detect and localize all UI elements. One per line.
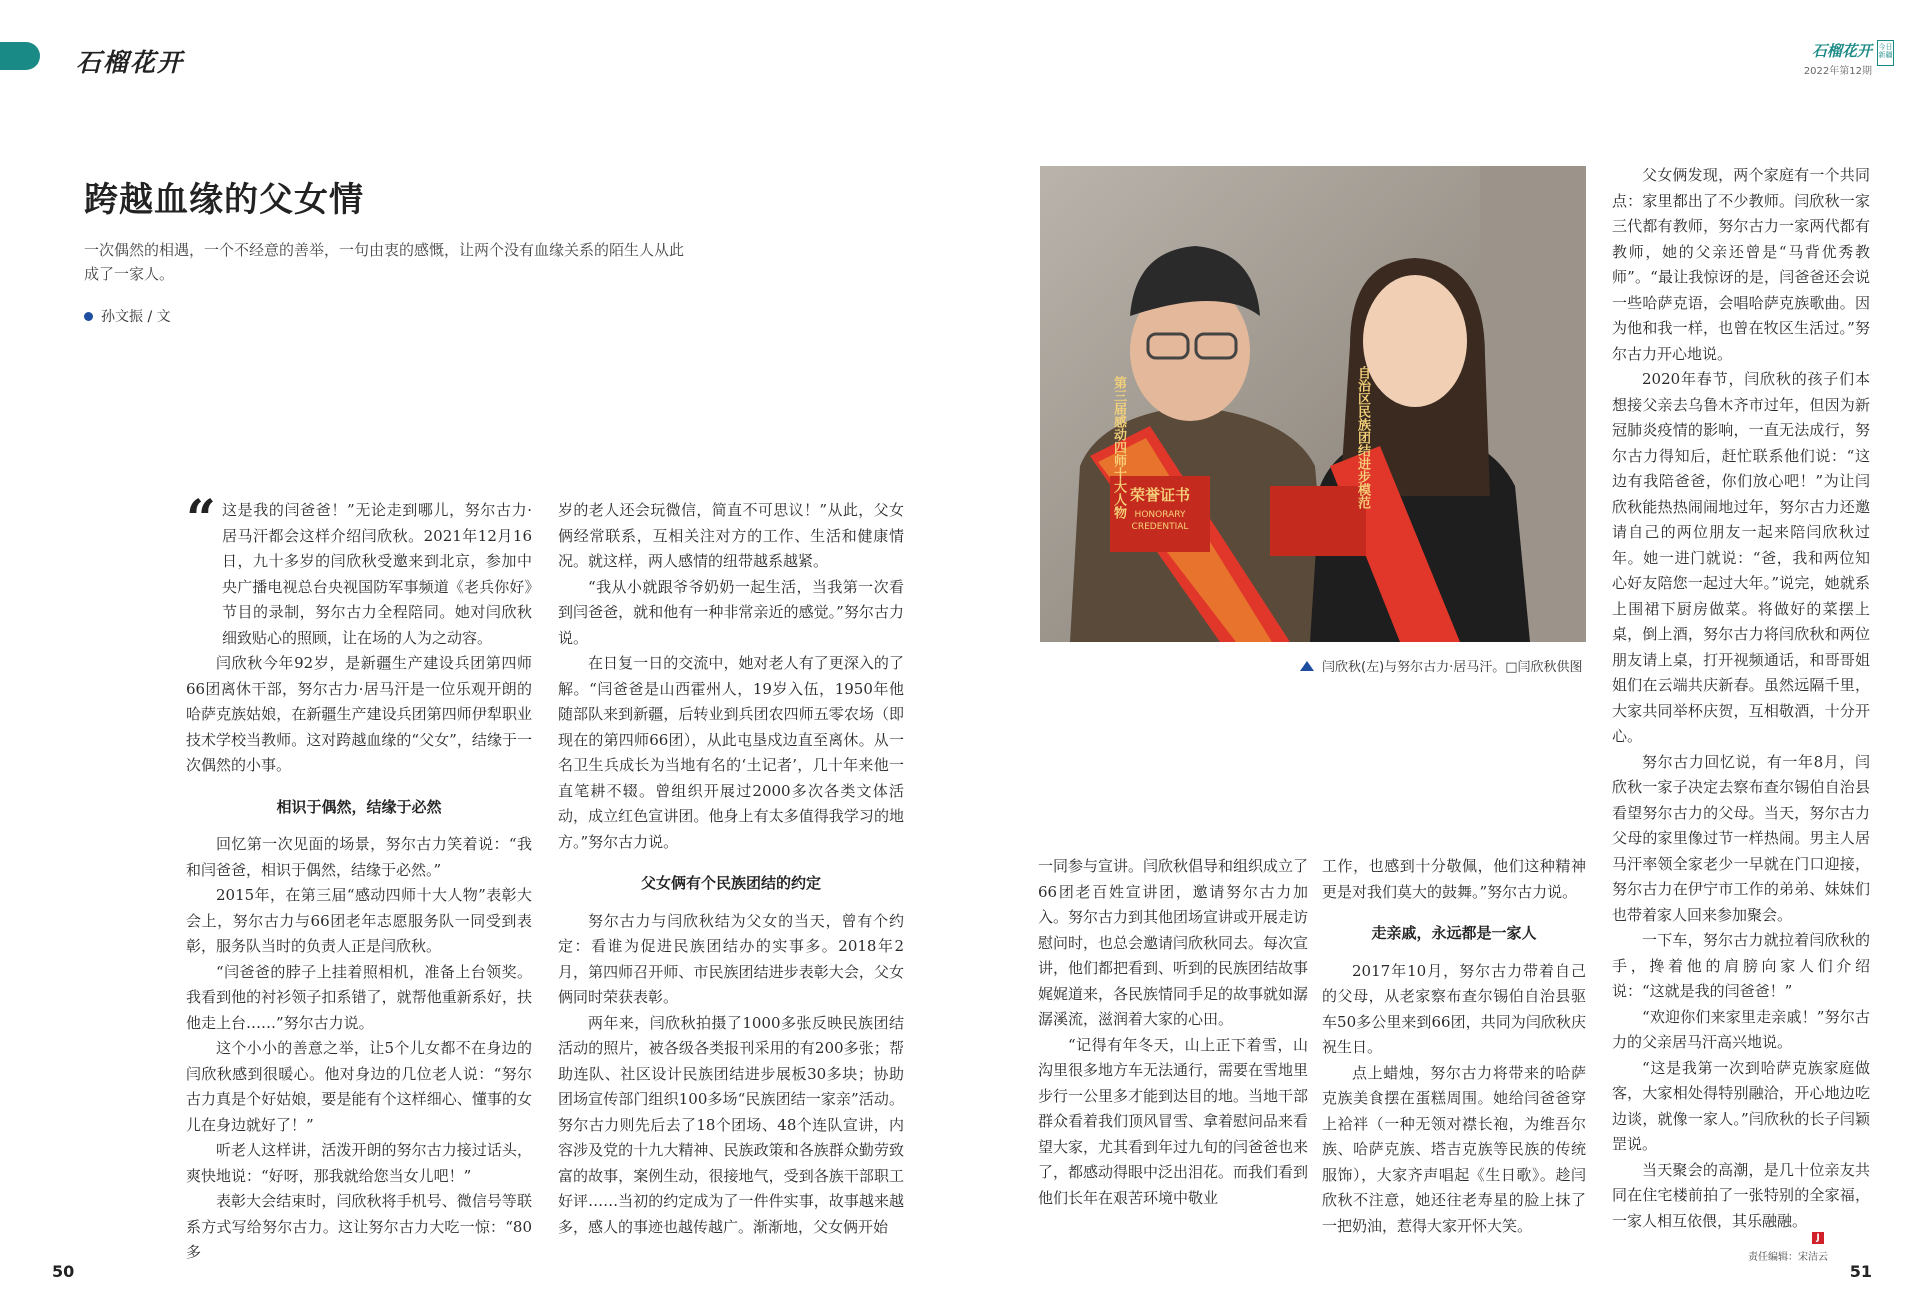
paragraph: 2020年春节，闫欣秋的孩子们本想接父亲去乌鲁木齐市过年，但因为新冠肺炎疫情的影响，一直无法成行，努尔古力得知后，赶忙联系他们说：“这边有我陪爸爸，你们放心吧！”为让闫欣秋能热热闹闹地过年，努尔古力还邀请自己的两位朋友一起来陪闫欣秋过年。她一进门就说：“爸，我和两位知心好友陪您一起过大年。”说完，她就系上围裙下厨房做菜。将做好的菜摆上桌，倒上酒，努尔古力将闫欣秋和两位朋友请上桌，打开视频通话，和哥哥姐姐们在云端共庆新春。虽然远隔千里，大家共同举杯庆贺，互相敬酒，十分开心。: [1612, 370, 1870, 745]
sash-right-text: 自治区民族团结进步模范: [1355, 366, 1370, 509]
paragraph: 这是我的闫爸爸！”无论走到哪儿，努尔古力·居马汗都会这样介绍闫欣秋。2021年12月16日，九十多岁的闫欣秋受邀来到北京，参加中央广播电视总台央视国防军事频道《老兵你好》节目的录制，努尔古力全程陪同。她对闫欣秋细致贴心的照顾，让在场的人为之动容。: [222, 501, 532, 647]
subheading: 父女俩有个民族团结的约定: [640, 874, 821, 892]
subheading: 走亲戚，永远都是一家人: [1371, 924, 1537, 942]
paragraph: 2017年10月，努尔古力带着自己的父母，从老家察布查尔锡伯自治县驱车50多公里来到66团，共同为闫欣秋庆祝生日。: [1322, 961, 1586, 1056]
paragraph: 回忆第一次见面的场景，努尔古力笑着说：“我和闫爸爸，相识于偶然，结缘于必然。”: [186, 835, 532, 879]
paragraph: 一下车，努尔古力就拉着闫欣秋的手，搀着他的肩膀向家人们介绍说：“这就是我的闫爸爸！”: [1612, 931, 1870, 1000]
paragraph: “我从小就跟爷爷奶奶一起生活，当我第一次看到闫爸爸，就和他有一种非常亲近的感觉。”努尔古力说。: [558, 577, 904, 647]
article-title: 跨越血缘的父女情: [84, 180, 364, 220]
subheading: 相识于偶然，结缘于必然: [276, 797, 442, 816]
caption-triangle-icon: [1300, 661, 1314, 671]
article-standfirst: 一次偶然的相遇，一个不经意的善举，一句由衷的感慨，让两个没有血缘关系的陌生人从此成了一家人。: [84, 241, 685, 283]
byline: [84, 306, 171, 326]
sash-left-text: 第三届感动四师十大人物: [1111, 376, 1126, 519]
paragraph: 一同参与宣讲。闫欣秋倡导和组织成立了66团老百姓宣讲团，邀请努尔古力加入。努尔古力到其他团场宣讲或开展走访慰问时，也总会邀请闫欣秋同去。每次宣讲，他们都把看到、听到的民族团结故事娓娓道来，各民族情同手足的故事就如潺潺溪流，滋润着大家的心田。: [1038, 857, 1309, 1028]
text-column-4: [1322, 854, 1586, 1239]
paragraph: “闫爸爸的脖子上挂着照相机，准备上台领奖。我看到他的衬衫领子扣系错了，就帮他重新系好，扶他走上台……”努尔古力说。: [186, 962, 532, 1032]
paragraph: 听老人这样讲，活泼开朗的努尔古力接过话头，爽快地说：“好呀，那我就给您当女儿吧！”: [186, 1141, 532, 1185]
brand-badge: 今日新疆: [1877, 40, 1894, 66]
text-column-2: [558, 498, 904, 1240]
caption-text: 闫欣秋(左)与努尔古力·居马汗。□闫欣秋供图: [1322, 660, 1583, 675]
paragraph: 点上蜡烛，努尔古力将带来的哈萨克族美食摆在蛋糕周围。她给闫爸爸穿上袷袢（一种无领对襟长袍，为维吾尔族、哈萨克族、塔吉克族等民族的传统服饰），大家齐声唱起《生日歌》。趁闫欣秋不注意，她还往老寿星的脸上抹了一把奶油，惹得大家开怀大笑。: [1322, 1063, 1586, 1235]
paragraph: 2015年，在第三届“感动四师十大人物”表彰大会上，努尔古力与66团老年志愿服务队一同受到表彰，服务队当时的负责人正是闫欣秋。: [186, 886, 532, 955]
issue-number: 2022年第12期: [1803, 66, 1872, 77]
open-quote-icon: “: [186, 489, 216, 550]
paragraph: “这是我第一次到哈萨克族家庭做客，大家相处得特别融洽，开心地边吃边谈，就像一家人。”闫欣秋的长子闫颖罡说。: [1612, 1058, 1870, 1153]
magazine-brand: [1804, 40, 1872, 77]
certificate-english-2: CREDENTIAL: [1131, 522, 1189, 532]
page-number-left: 50: [52, 1262, 75, 1281]
paragraph: 岁的老人还会玩微信，简直不可思议！”从此，父女俩经常联系，互相关注对方的工作、生活和健康情况。就这样，两人感情的纽带越系越紧。: [558, 501, 904, 570]
paragraph: 努尔古力与闫欣秋结为父女的当天，曾有个约定：看谁为促进民族团结办的实事多。2018年2月，第四师召开师、市民族团结进步表彰大会，父女俩同时荣获表彰。: [558, 911, 904, 1006]
paragraph: “欢迎你们来家里走亲戚！”努尔古力的父亲居马汗高兴地说。: [1612, 1007, 1870, 1051]
byline-text: 孙文振 / 文: [101, 309, 171, 325]
brand-name: 石榴花开: [1811, 42, 1872, 60]
paragraph: “记得有年冬天，山上正下着雪，山沟里很多地方车无法通行，需要在雪地里步行一公里多才能到达目的地。当地干部群众看着我们顶风冒雪、拿着慰问品来看望大家，尤其看到年过九旬的闫爸爸也来了，都感动得眼中泛出泪花。而我们看到他们长年在艰苦环境中敬业: [1038, 1035, 1309, 1207]
paragraph: 父女俩发现，两个家庭有一个共同点：家里都出了不少教师。闫欣秋一家三代都有教师，努尔古力一家两代都有教师，她的父亲还曾是“马背优秀教师”。“最让我惊讶的是，闫爸爸还会说一些哈萨克语，会唱哈萨克族歌曲。因为他和我一样，也曾在牧区生活过。”努尔古力开心地说。: [1612, 166, 1870, 363]
paragraph: 闫欣秋今年92岁，是新疆生产建设兵团第四师66团离休干部，努尔古力·居马汗是一位乐观开朗的哈萨克族姑娘，在新疆生产建设兵团第四师伊犁职业技术学校当教师。这对跨越血缘的“父女”，结缘于一次偶然的小事。: [186, 654, 532, 774]
byline-bullet-icon: [84, 312, 93, 321]
paragraph: 表彰大会结束时，闫欣秋将手机号、微信号等联系方式写给努尔古力。这让努尔古力大吃一惊：“80多: [186, 1192, 532, 1261]
article-end-mark-icon: J: [1812, 1232, 1824, 1244]
paragraph: 努尔古力回忆说，有一年8月，闫欣秋一家子决定去察布查尔锡伯自治县看望努尔古力的父母。当天，努尔古力父母的家里像过节一样热闹。男主人居马汗率领全家老少一早就在门口迎接，努尔古力在伊宁市工作的弟弟、妹妹们也带着家人回来参加聚会。: [1612, 752, 1870, 924]
paragraph: 两年来，闫欣秋拍摄了1000多张反映民族团结活动的照片，被各级各类报刊采用的有200多张；帮助连队、社区设计民族团结进步展板30多块；协助团场宣传部门组织100多场“民族团结一家亲”活动。努尔古力则先后去了18个团场、48个连队宣讲，内容涉及党的十九大精神、民族政策和各族群众勤劳致富的故事，案例生动，很接地气，受到各族干部职工好评……当初的约定成为了一件件实事，故事越来越多，感人的事迹也越传越广。渐渐地，父女俩开始: [558, 1013, 904, 1236]
certificate-title: 荣誉证书: [1129, 486, 1190, 504]
paragraph: 当天聚会的高潮，是几十位亲友共同在住宅楼前拍了一张特别的全家福，一家人相互依偎，其乐融融。: [1612, 1160, 1870, 1230]
photo-caption: [1300, 656, 1583, 675]
section-tab-marker: [0, 42, 40, 70]
text-column-1: [186, 489, 532, 1266]
certificate-english-1: HONORARY: [1134, 510, 1186, 520]
text-column-3: [1038, 854, 1308, 1211]
paragraph: 在日复一日的交流中，她对老人有了更深入的了解。“闫爸爸是山西霍州人，19岁入伍，1950年他随部队来到新疆，后转业到兵团农四师五零农场（即现在的第四师66团），从此屯垦戍边直至离休。从一名卫生兵成长为当地有名的‘土记者’，几十年来他一直笔耕不辍。曾组织开展过2000多次各类文体活动，成立红色宣讲团。他身上有太多值得我学习的地方。”努尔古力说。: [558, 654, 904, 851]
editor-credit: 责任编辑：宋洁云: [1748, 1252, 1828, 1263]
article-photo: [1040, 166, 1586, 642]
section-title: 石榴花开: [76, 48, 185, 77]
paragraph: 这个小小的善意之举，让5个儿女都不在身边的闫欣秋感到很暖心。他对身边的几位老人说：“努尔古力真是个好姑娘，要是能有个这样细心、懂事的女儿在身边就好了！”: [186, 1039, 532, 1134]
paragraph: 工作，也感到十分敬佩，他们这种精神更是对我们莫大的鼓舞。”努尔古力说。: [1322, 857, 1586, 901]
page-number-right: 51: [1849, 1262, 1872, 1281]
text-column-5: [1612, 163, 1870, 1234]
